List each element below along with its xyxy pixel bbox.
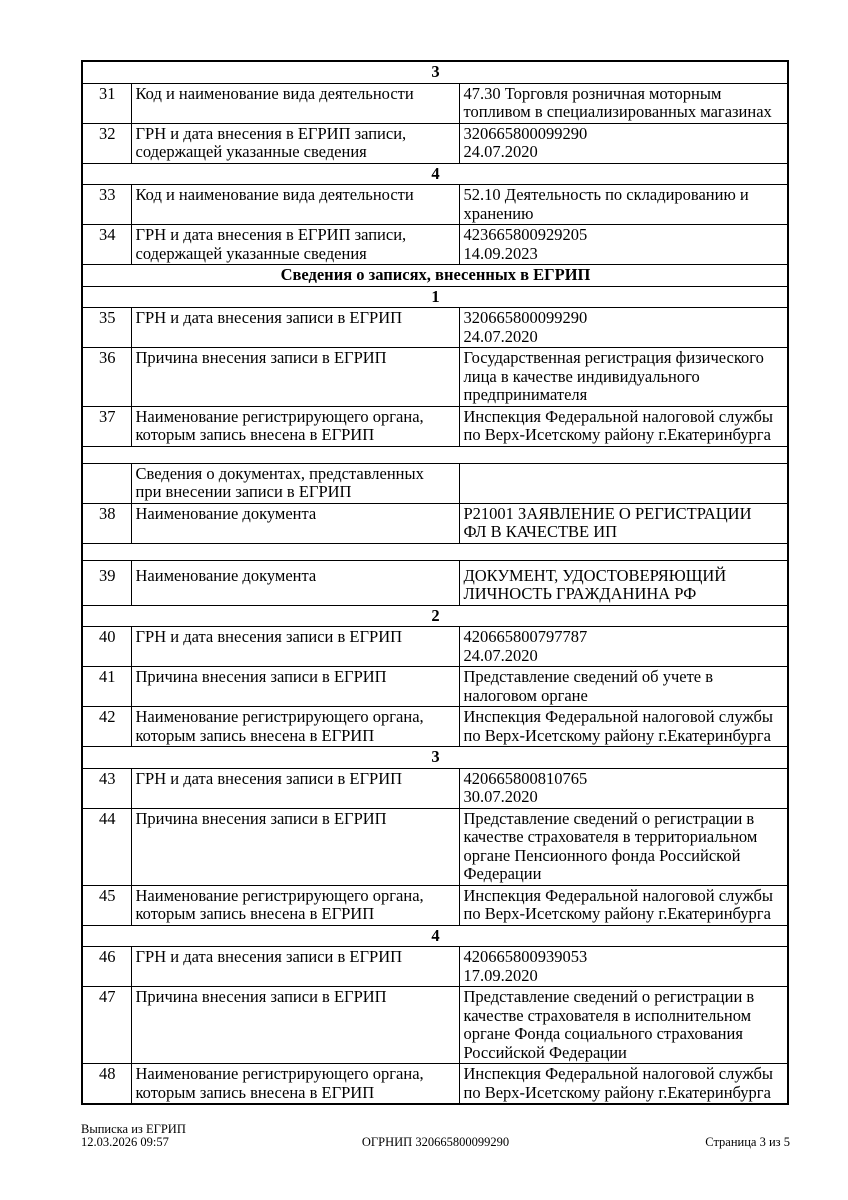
row-value-cell — [459, 406, 788, 446]
page-footer — [81, 1123, 790, 1148]
cell-text-line: топливом в специализированных магазинах — [463, 102, 772, 121]
row-number-cell: 46 — [82, 947, 131, 987]
row-number-cell: 48 — [82, 1064, 131, 1105]
section-header: Сведения о записях, внесенных в ЕГРИП — [82, 265, 788, 287]
cell-text-line: содержащей указанные сведения — [135, 243, 367, 263]
row-value-cell — [459, 83, 788, 123]
section-header-row — [82, 163, 788, 185]
cell-text-line: 420665800797787 — [463, 627, 588, 646]
row-label-cell — [131, 123, 459, 163]
footer-ogrnip: ОГРНИП 320665800099290 — [361, 1134, 510, 1149]
cell-text-line: Наименование регистрирующего органа, — [135, 885, 424, 905]
row-value-cell — [459, 503, 788, 543]
row-number-cell: 40 — [82, 627, 131, 667]
row-value-cell — [459, 463, 788, 503]
table-row — [82, 123, 788, 163]
cell-text-line: Представление сведений о регистрации в — [463, 987, 755, 1006]
table-row — [82, 503, 788, 543]
cell-text-line: которым запись внесена в ЕГРИП — [135, 425, 375, 444]
section-header: 3 — [82, 747, 788, 769]
row-value-cell — [459, 808, 788, 885]
cell-text-line: 320665800099290 — [463, 123, 588, 143]
cell-text-line: предпринимателя — [463, 385, 588, 404]
row-number-cell: 32 — [82, 123, 131, 163]
cell-text-line: Код и наименование вида деятельности — [135, 185, 414, 204]
table-row — [82, 987, 788, 1064]
row-label-cell — [131, 308, 459, 348]
section-header: 2 — [82, 605, 788, 627]
cell-text-line: Представление сведений о регистрации в — [463, 808, 755, 828]
cell-text-line: органе Фонда социального страхования — [463, 1024, 743, 1043]
table-row — [82, 406, 788, 446]
row-label-cell — [131, 348, 459, 407]
egrip-extract-table — [81, 60, 789, 1105]
table-row — [82, 667, 788, 707]
cell-text-line: ДОКУМЕНТ, УДОСТОВЕРЯЮЩИЙ — [463, 565, 727, 585]
row-value-cell — [459, 885, 788, 925]
cell-text-line: Инспекция Федеральной налоговой службы — [463, 1064, 774, 1083]
table-row — [82, 308, 788, 348]
table-row — [82, 1064, 788, 1105]
cell-text-line: при внесении записи в ЕГРИП — [135, 482, 352, 501]
cell-text-line: 14.09.2023 — [463, 243, 538, 263]
row-value-cell — [459, 185, 788, 225]
row-label-cell — [131, 707, 459, 747]
cell-text-line: лица в качестве индивидуального — [463, 366, 700, 386]
cell-text-line: Сведения о документах, представленных — [135, 463, 424, 483]
cell-text-line: по Верх-Исетскому району г.Екатеринбурга — [463, 904, 771, 923]
spacer-cell — [82, 543, 788, 560]
cell-text-line: Наименование регистрирующего органа, — [135, 1064, 424, 1083]
row-number-cell: 35 — [82, 308, 131, 348]
section-header-row — [82, 265, 788, 287]
row-number-cell: 47 — [82, 987, 131, 1064]
row-value-cell — [459, 123, 788, 163]
table-row — [82, 560, 788, 605]
row-label-cell — [131, 987, 459, 1064]
row-label-cell — [131, 667, 459, 707]
row-label-cell — [131, 808, 459, 885]
cell-text-line: Причина внесения записи в ЕГРИП — [135, 987, 387, 1006]
cell-text-line: 420665800810765 — [463, 768, 588, 788]
row-value-cell — [459, 947, 788, 987]
row-value-cell — [459, 560, 788, 605]
cell-text-line: органе Пенсионного фонда Российской — [463, 845, 741, 865]
row-label-cell — [131, 560, 459, 605]
cell-text-line: Государственная регистрация физического — [463, 348, 764, 367]
row-value-cell — [459, 348, 788, 407]
table-row — [82, 83, 788, 123]
cell-text-line: качестве страхователя в территориальном — [463, 827, 758, 846]
row-label-cell — [131, 627, 459, 667]
table-row — [82, 808, 788, 885]
cell-text-line: Российской Федерации — [463, 1042, 627, 1062]
cell-text-line: Инспекция Федеральной налоговой службы — [463, 406, 774, 426]
cell-text-line: 24.07.2020 — [463, 326, 538, 346]
cell-text-line: налоговом органе — [463, 685, 588, 705]
footer-datetime: 12.03.2026 09:57 — [81, 1134, 169, 1149]
spacer-row — [82, 446, 788, 463]
footer-left — [81, 1123, 317, 1148]
row-label-cell — [131, 947, 459, 987]
row-label-cell — [131, 83, 459, 123]
cell-text-line: которым запись внесена в ЕГРИП — [135, 904, 375, 923]
row-value-cell — [459, 987, 788, 1064]
cell-text-line: Инспекция Федеральной налоговой службы — [463, 885, 774, 905]
cell-text-line: Наименование документа — [135, 503, 317, 523]
section-header-row — [82, 61, 788, 83]
table-row — [82, 185, 788, 225]
row-label-cell — [131, 185, 459, 225]
cell-text-line: ГРН и дата внесения записи в ЕГРИП — [135, 947, 403, 966]
row-number-cell: 37 — [82, 406, 131, 446]
row-value-cell — [459, 768, 788, 808]
row-number-cell: 34 — [82, 225, 131, 265]
section-header: 4 — [82, 925, 788, 947]
section-header: 3 — [82, 61, 788, 83]
cell-text-line: 47.30 Торговля розничная моторным — [463, 83, 722, 103]
cell-text-line: Причина внесения записи в ЕГРИП — [135, 667, 387, 686]
section-header-row — [82, 605, 788, 627]
row-number-cell: 42 — [82, 707, 131, 747]
spacer-row — [82, 543, 788, 560]
cell-text-line: хранению — [463, 203, 534, 223]
table-row — [82, 947, 788, 987]
row-label-cell — [131, 406, 459, 446]
cell-text-line: ГРН и дата внесения в ЕГРИП записи, — [135, 225, 407, 244]
cell-text-line: Федерации — [463, 864, 542, 883]
row-value-cell — [459, 1064, 788, 1105]
cell-text-line: 17.09.2020 — [463, 965, 538, 985]
cell-text-line: Причина внесения записи в ЕГРИП — [135, 348, 387, 367]
section-header-row — [82, 286, 788, 308]
cell-text-line: 52.10 Деятельность по складированию и — [463, 185, 749, 204]
cell-text-line: качестве страхователя в исполнительном — [463, 1005, 752, 1025]
row-number-cell: 38 — [82, 503, 131, 543]
section-header: 4 — [82, 163, 788, 185]
cell-text-line: которым запись внесена в ЕГРИП — [135, 1082, 375, 1102]
row-label-cell — [131, 1064, 459, 1105]
row-number-cell: 33 — [82, 185, 131, 225]
row-label-cell — [131, 463, 459, 503]
row-number-cell: 45 — [82, 885, 131, 925]
section-header-row — [82, 925, 788, 947]
cell-text-line: Наименование регистрирующего органа, — [135, 406, 424, 426]
table-row — [82, 225, 788, 265]
row-number-cell: 43 — [82, 768, 131, 808]
cell-text-line: Код и наименование вида деятельности — [135, 83, 414, 103]
cell-text-line: 24.07.2020 — [463, 142, 538, 161]
cell-text-line: 420665800939053 — [463, 947, 588, 966]
row-value-cell — [459, 627, 788, 667]
row-number-cell: 44 — [82, 808, 131, 885]
row-number-cell: 41 — [82, 667, 131, 707]
footer-doc-title: Выписка из ЕГРИП — [81, 1122, 186, 1136]
cell-text-line: по Верх-Исетскому району г.Екатеринбурга — [463, 725, 771, 745]
cell-text-line: 30.07.2020 — [463, 787, 538, 806]
cell-text-line: по Верх-Исетскому району г.Екатеринбурга — [463, 1082, 771, 1102]
row-label-cell — [131, 885, 459, 925]
row-value-cell — [459, 667, 788, 707]
cell-text-line: ЛИЧНОСТЬ ГРАЖДАНИНА РФ — [463, 584, 697, 603]
row-value-cell — [459, 225, 788, 265]
table-row — [82, 348, 788, 407]
cell-text-line: которым запись внесена в ЕГРИП — [135, 725, 375, 745]
cell-text-line: содержащей указанные сведения — [135, 142, 367, 161]
row-label-cell — [131, 225, 459, 265]
table-row — [82, 463, 788, 503]
cell-text-line: Наименование документа — [135, 565, 317, 585]
cell-text-line: ГРН и дата внесения записи в ЕГРИП — [135, 768, 403, 788]
table-row — [82, 707, 788, 747]
section-header: 1 — [82, 286, 788, 308]
cell-text-line: ГРН и дата внесения в ЕГРИП записи, — [135, 123, 407, 143]
cell-text-line: Наименование регистрирующего органа, — [135, 707, 424, 726]
cell-text-line: Инспекция Федеральной налоговой службы — [463, 707, 774, 726]
section-header-row — [82, 747, 788, 769]
cell-text-line: ФЛ В КАЧЕСТВЕ ИП — [463, 522, 618, 541]
cell-text-line: Причина внесения записи в ЕГРИП — [135, 808, 387, 828]
cell-text-line: Р21001 ЗАЯВЛЕНИЕ О РЕГИСТРАЦИИ — [463, 503, 752, 523]
cell-text-line: по Верх-Исетскому району г.Екатеринбурга — [463, 425, 771, 444]
cell-text-line: 423665800929205 — [463, 225, 588, 244]
cell-text-line: ГРН и дата внесения записи в ЕГРИП — [135, 308, 403, 327]
egrip-table-body — [82, 61, 788, 1104]
table-row — [82, 885, 788, 925]
row-label-cell — [131, 768, 459, 808]
cell-text-line: 24.07.2020 — [463, 645, 538, 665]
spacer-cell — [82, 446, 788, 463]
table-row — [82, 768, 788, 808]
row-value-cell — [459, 308, 788, 348]
cell-text-line: 320665800099290 — [463, 308, 588, 327]
table-row — [82, 627, 788, 667]
row-number-cell — [82, 463, 131, 503]
row-number-cell: 36 — [82, 348, 131, 407]
row-label-cell — [131, 503, 459, 543]
row-value-cell — [459, 707, 788, 747]
footer-page-number: Страница 3 из 5 — [705, 1134, 790, 1149]
row-number-cell: 31 — [82, 83, 131, 123]
row-number-cell: 39 — [82, 560, 131, 605]
cell-text-line: ГРН и дата внесения записи в ЕГРИП — [135, 627, 403, 646]
cell-text-line: Представление сведений об учете в — [463, 667, 714, 686]
